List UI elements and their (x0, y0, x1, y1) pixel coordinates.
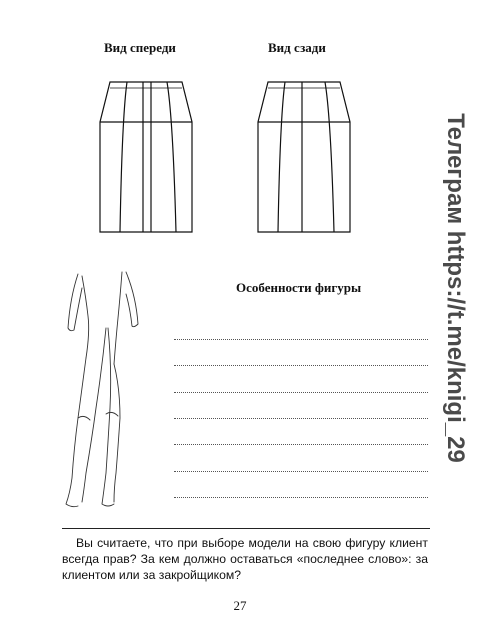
skirt-back-sketch (254, 78, 354, 236)
figure-left-hip (82, 276, 89, 358)
figure-right-knee (106, 412, 118, 416)
skirt-front-outline (100, 82, 192, 232)
notes-line (174, 365, 428, 366)
notes-line (174, 444, 428, 445)
question-text: Вы считаете, что при выборе модели на свою фигуру клиент всегда прав? За кем должно оставаться «последнее слово»: за клиентом или за закройщиком? (62, 536, 428, 582)
skirt-back-seam-2 (325, 82, 334, 232)
figure-right-hip (114, 272, 122, 364)
notes-line (174, 471, 428, 472)
figure-features-caption: Особенности фигуры (236, 280, 362, 295)
figure-left-leg-outer (66, 358, 86, 507)
figure-left-knee (78, 416, 90, 420)
skirt-back-outline (258, 82, 350, 232)
figure-left-leg-inner (82, 328, 106, 502)
skirt-front-sketch (96, 78, 196, 236)
notes-line (174, 392, 428, 393)
figure-right-leg-inner (102, 328, 114, 506)
skirt-front-seam-1 (120, 82, 127, 232)
notes-line (174, 418, 428, 419)
notes-line (174, 497, 428, 498)
skirt-front-seam-4 (167, 82, 176, 232)
figure-legs-sketch (56, 268, 156, 516)
back-view-caption: Вид сзади (268, 40, 326, 55)
skirt-back-seam-1 (278, 82, 285, 232)
figure-left-arm (68, 274, 82, 331)
watermark-text: Телеграм https://t.me/knigi_29 (442, 113, 469, 463)
section-divider (62, 528, 430, 529)
figure-right-leg-outer (114, 364, 120, 502)
notes-line (174, 339, 428, 340)
figure-right-arm (126, 272, 138, 327)
front-view-caption: Вид спереди (104, 40, 176, 55)
page-number: 27 (233, 598, 247, 613)
